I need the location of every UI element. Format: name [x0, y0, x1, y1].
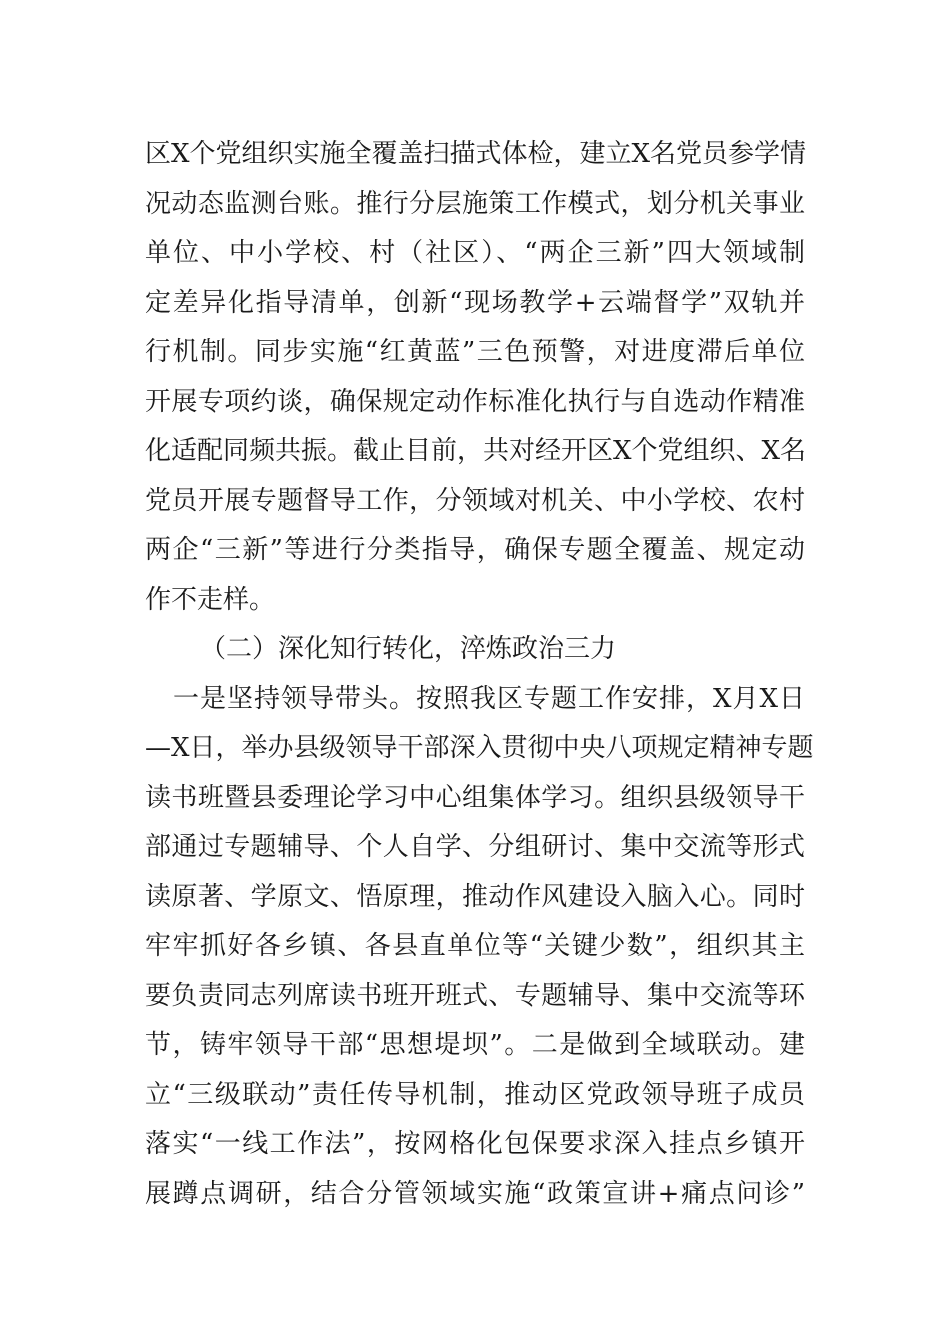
text-line: 牢牢抓好各乡镇、各县直单位等“关键少数”，组织其主	[145, 931, 805, 961]
text-line: 节，铸牢领导干部“思想堤坝”。二是做到全域联动。建	[145, 1030, 805, 1060]
text-line: 作不走样。	[145, 584, 276, 615]
text-line: 党员开展专题督导工作，分领域对机关、中小学校、农村	[145, 485, 805, 516]
text-line: 立“三级联动”责任传导机制，推动区党政领导班子成员	[145, 1079, 805, 1110]
text-line: 区X个党组织实施全覆盖扫描式体检，建立X名党员参学情	[145, 139, 807, 169]
text-line: 一是坚持领导带头。按照我区专题工作安排，X月X日	[173, 683, 805, 714]
text-line: 单位、中小学校、村（社区）、“两企三新”四大领域制	[145, 238, 805, 268]
text-line: 落实“一线工作法”，按网格化包保要求深入挂点乡镇开	[145, 1129, 805, 1159]
body-text	[145, 130, 814, 1219]
text-line: —X日，举办县级领导干部深入贯彻中央八项规定精神专题	[145, 733, 814, 763]
text-line: 读原著、学原文、悟原理，推动作风建设入脑入心。同时	[145, 881, 805, 912]
text-line: 开展专项约谈，确保规定动作标准化执行与自选动作精准	[145, 386, 805, 417]
section-heading: （二）深化知行转化，淬炼政治三力	[200, 634, 617, 664]
text-line: 况动态监测台账。推行分层施策工作模式，划分机关事业	[145, 188, 805, 219]
text-line: 行机制。同步实施“红黄蓝”三色预警，对进度滞后单位	[145, 337, 805, 367]
text-line: 定差异化指导清单，创新“现场教学+云端督学”双轨并	[145, 287, 805, 318]
text-line: 化适配同频共振。截止目前，共对经开区X个党组织、X名	[145, 436, 807, 466]
text-line: 两企“三新”等进行分类指导，确保专题全覆盖、规定动	[145, 535, 805, 565]
text-line: 要负责同志列席读书班开班式、专题辅导、集中交流等环	[145, 980, 805, 1011]
text-line: 部通过专题辅导、个人自学、分组研讨、集中交流等形式	[145, 832, 805, 862]
text-line: 展蹲点调研，结合分管领域实施“政策宣讲+痛点问诊”	[145, 1178, 805, 1209]
text-line: 读书班暨县委理论学习中心组集体学习。组织县级领导干	[145, 782, 805, 813]
